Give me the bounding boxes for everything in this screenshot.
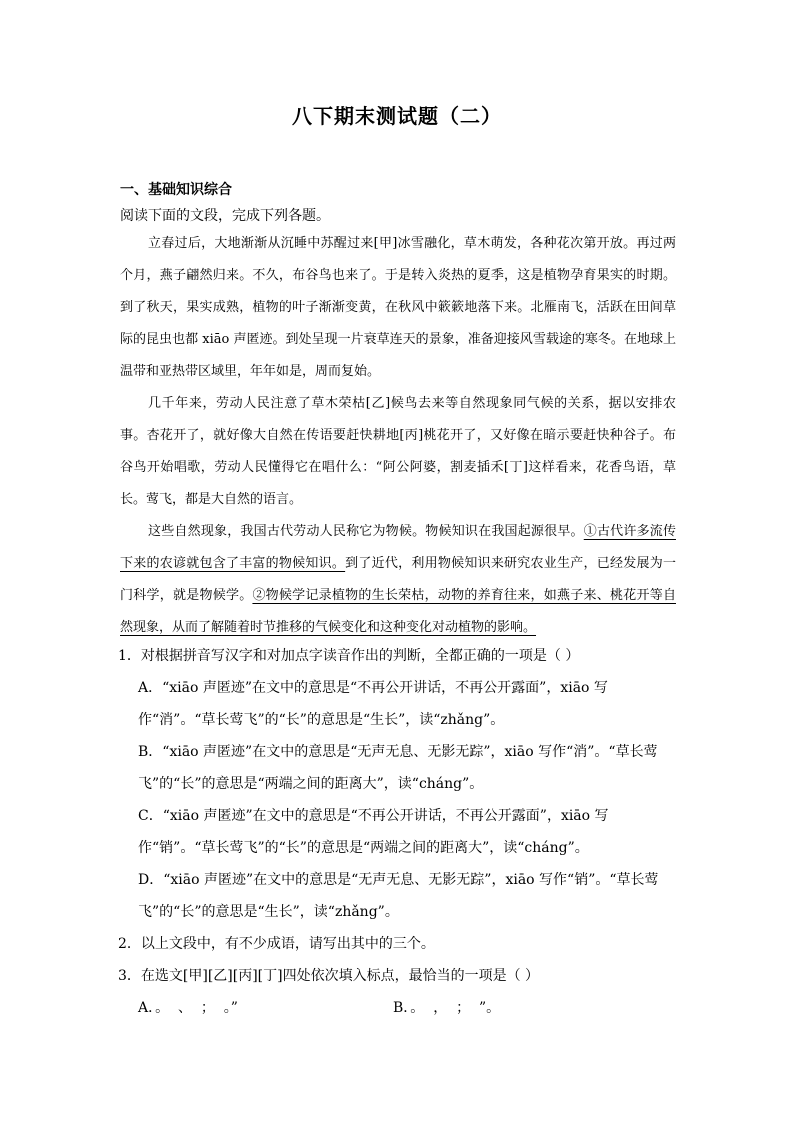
question-2-stem: 2．以上文段中，有不少成语，请写出其中的三个。 xyxy=(118,936,435,952)
question-list xyxy=(118,640,678,1024)
page-title: 八下期末测试题（二） xyxy=(292,104,502,128)
question-3-stem: 3．在选文[甲][乙][丙][丁]四处依次填入标点，最恰当的一项是（ ） xyxy=(118,968,540,984)
question-3-option-b[interactable]: B．。 ， ； ”。 xyxy=(393,1000,501,1016)
underlined-sentence-2: ②物候学记录植物的生长荣枯，动物的养育往来，如燕子来、桃花开等自然现象，从而了解随着时节推移的气候变化和这种变化对动植物的影响。 xyxy=(120,588,676,635)
passage-paragraph-3 xyxy=(120,516,676,644)
underlined-sentence-1: ①古代许多流传下来的农谚就包含了丰富的物候知识。 xyxy=(120,524,676,571)
reading-passage xyxy=(120,228,676,644)
passage-paragraph-3-middle: 到了近代，利用物候知识来研究农业生产，已经发展为一门科学，就是物候学。 xyxy=(120,556,676,603)
question-1-option-d[interactable]: D．“xiāo 声匿迹”在文中的意思是“无声无息、无影无踪”，xiāo 写作“销”。“草长莺飞”的“长”的意思是“生长”，读“zhǎng”。 xyxy=(138,872,659,920)
question-1-option-a[interactable]: A．“xiāo 声匿迹”在文中的意思是“不再公开讲话，不再公开露面”，xiāo 写作“消”。“草长莺飞”的“长”的意思是“生长”，读“zhǎng”。 xyxy=(138,680,608,728)
question-1-stem: 1．对根据拼音写汉字和对加点字读音作出的判断，全都正确的一项是（ ） xyxy=(118,648,580,664)
passage-paragraph-2: 几千年来，劳动人民注意了草木荣枯[乙]候鸟去来等自然现象同气候的关系，据以安排农事。杏花开了，就好像大自然在传语要赶快耕地[丙]桃花开了，又好像在暗示要赶快种谷子。布谷鸟开始唱歌，劳动人民懂得它在唱什么：“阿公阿婆，割麦插禾[丁]这样看来，花香鸟语，草长。莺飞，都是大自然的语言。 xyxy=(120,396,676,507)
question-3-options xyxy=(118,992,678,1024)
question-1-option-c[interactable]: C．“xiāo 声匿迹”在文中的意思是“不再公开讲话，不再公开露面”，xiāo 写作“销”。“草长莺飞”的“长”的意思是“两端之间的距离大”，读“cháng”。 xyxy=(138,808,609,856)
question-1-option-b[interactable]: B．“xiāo 声匿迹”在文中的意思是“无声无息、无影无踪”，xiāo 写作“消”。“草长莺飞”的“长”的意思是“两端之间的距离大”，读“cháng”。 xyxy=(138,744,658,792)
passage-paragraph-3-text: 这些自然现象，我国古代劳动人民称它为物候。物候知识在我国起源很早。 xyxy=(148,524,584,539)
passage-paragraph-1: 立春过后，大地渐渐从沉睡中苏醒过来[甲]冰雪融化，草木萌发，各种花次第开放。再过两个月，燕子翩然归来。不久，布谷鸟也来了。于是转入炎热的夏季，这是植物孕育果实的时期。到了秋天，果实成熟，植物的叶子渐渐变黄，在秋风中簌簌地落下来。北雁南飞，活跃在田间草际的昆虫也都 xiāo 声匿迹。到处呈现一片衰草连天的景象，准备迎接风雪载途的寒冬。在地球上温带和亚热带区域里，年年如是，周而复始。 xyxy=(120,236,676,379)
section-heading: 一、基础知识综合 xyxy=(120,182,232,198)
question-3-option-a[interactable]: A．。 、 ； 。” xyxy=(138,1000,238,1016)
reading-instruction: 阅读下面的文段，完成下列各题。 xyxy=(120,208,330,224)
